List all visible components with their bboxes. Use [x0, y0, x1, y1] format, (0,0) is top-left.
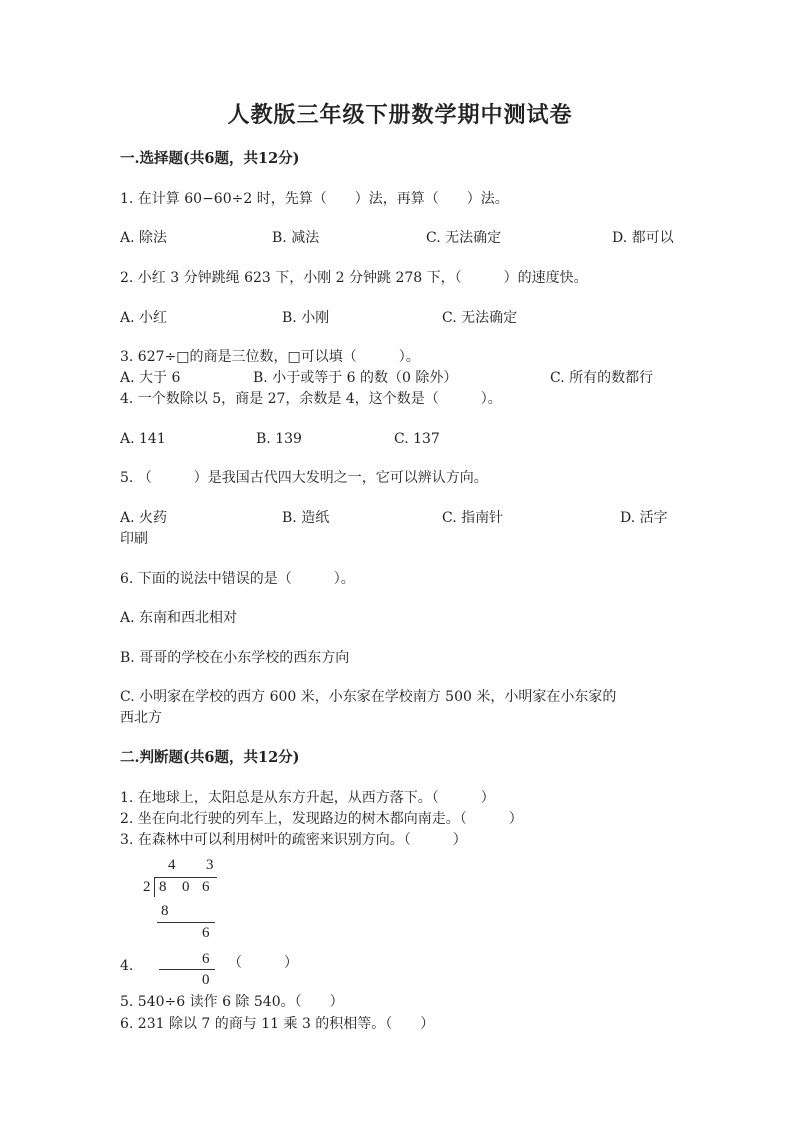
q6-option-c: C. 小明家在学校的西方 600 米，小东家在学校南方 500 米，小明家在小东家的 — [120, 689, 617, 705]
judge-q3: 3. 在森林中可以利用树叶的疏密来识别方向。（ ） — [120, 832, 467, 848]
division-step: 6 — [202, 951, 210, 967]
judge-q6: 6. 231 除以 7 的商与 11 乘 3 的积相等。（ ） — [120, 1016, 435, 1032]
quotient-digit: 4 — [168, 857, 176, 873]
division-bracket — [154, 877, 155, 897]
division-step: 6 — [202, 925, 210, 941]
dividend-digit: 8 — [159, 879, 167, 895]
dividend-digit: 6 — [202, 879, 210, 895]
q2-option-b: B. 小刚 — [282, 310, 330, 326]
judge-q2: 2. 坐在向北行驶的列车上，发现路边的树木都向南走。（ ） — [120, 811, 523, 827]
judge-q1: 1. 在地球上，太阳总是从东方升起，从西方落下。（ ） — [120, 790, 495, 806]
q2-option-c: C. 无法确定 — [442, 310, 518, 326]
q6-option-c-cont: 西北方 — [120, 710, 162, 726]
q3-option-b: B. 小于或等于 6 的数（0 除外） — [253, 370, 458, 386]
q4-option-b: B. 139 — [256, 431, 302, 447]
q5-option-d-cont: 印刷 — [120, 531, 148, 547]
q6-option-b: B. 哥哥的学校在小东学校的西东方向 — [120, 650, 350, 666]
page-title: 人教版三年级下册数学期中测试卷 — [227, 102, 573, 128]
q5-option-b: B. 造纸 — [282, 510, 330, 526]
q1-option-d: D. 都可以 — [612, 230, 674, 246]
division-step: 8 — [161, 903, 169, 919]
q5-option-c: C. 指南针 — [442, 510, 504, 526]
q3-stem: 3. 627÷□的商是三位数，□可以填（ ）。 — [120, 349, 420, 365]
q6-option-a: A. 东南和西北相对 — [120, 610, 238, 626]
judge-q5: 5. 540÷6 读作 6 除 540。（ ） — [120, 994, 344, 1010]
q5-stem: 5. （ ）是我国古代四大发明之一，它可以辨认方向。 — [120, 470, 488, 486]
q5-option-a: A. 火药 — [120, 510, 168, 526]
judge-q4-blank: （ ） — [228, 955, 298, 971]
q5-option-d: D. 活字 — [620, 510, 668, 526]
q4-stem: 4. 一个数除以 5，商是 27，余数是 4，这个数是（ ）。 — [120, 391, 502, 407]
q4-option-c: C. 137 — [394, 431, 440, 447]
divisor: 2 — [143, 879, 151, 895]
judge-q4-number: 4. — [120, 958, 134, 974]
division-remainder: 0 — [202, 972, 210, 988]
q3-option-c: C. 所有的数都行 — [550, 370, 654, 386]
division-line — [157, 922, 215, 923]
q1-stem: 1. 在计算 60−60÷2 时，先算（ ）法，再算（ ）法。 — [120, 191, 509, 207]
dividend-digit: 0 — [182, 879, 190, 895]
q1-option-b: B. 减法 — [272, 230, 320, 246]
section1-heading: 一.选择题(共6题，共12分) — [120, 150, 300, 167]
quotient-digit: 3 — [206, 857, 214, 873]
q1-option-c: C. 无法确定 — [426, 230, 502, 246]
q3-option-a: A. 大于 6 — [120, 370, 181, 386]
long-division-figure — [135, 855, 235, 990]
q6-stem: 6. 下面的说法中错误的是（ ）。 — [120, 571, 355, 587]
division-bar — [155, 877, 217, 878]
division-line — [159, 969, 215, 970]
q1-option-a: A. 除法 — [120, 230, 168, 246]
q4-option-a: A. 141 — [120, 431, 166, 447]
q2-option-a: A. 小红 — [120, 310, 168, 326]
q2-stem: 2. 小红 3 分钟跳绳 623 下，小刚 2 分钟跳 278 下，（ ）的速度快。 — [120, 270, 588, 286]
section2-heading: 二.判断题(共6题，共12分) — [120, 749, 300, 766]
